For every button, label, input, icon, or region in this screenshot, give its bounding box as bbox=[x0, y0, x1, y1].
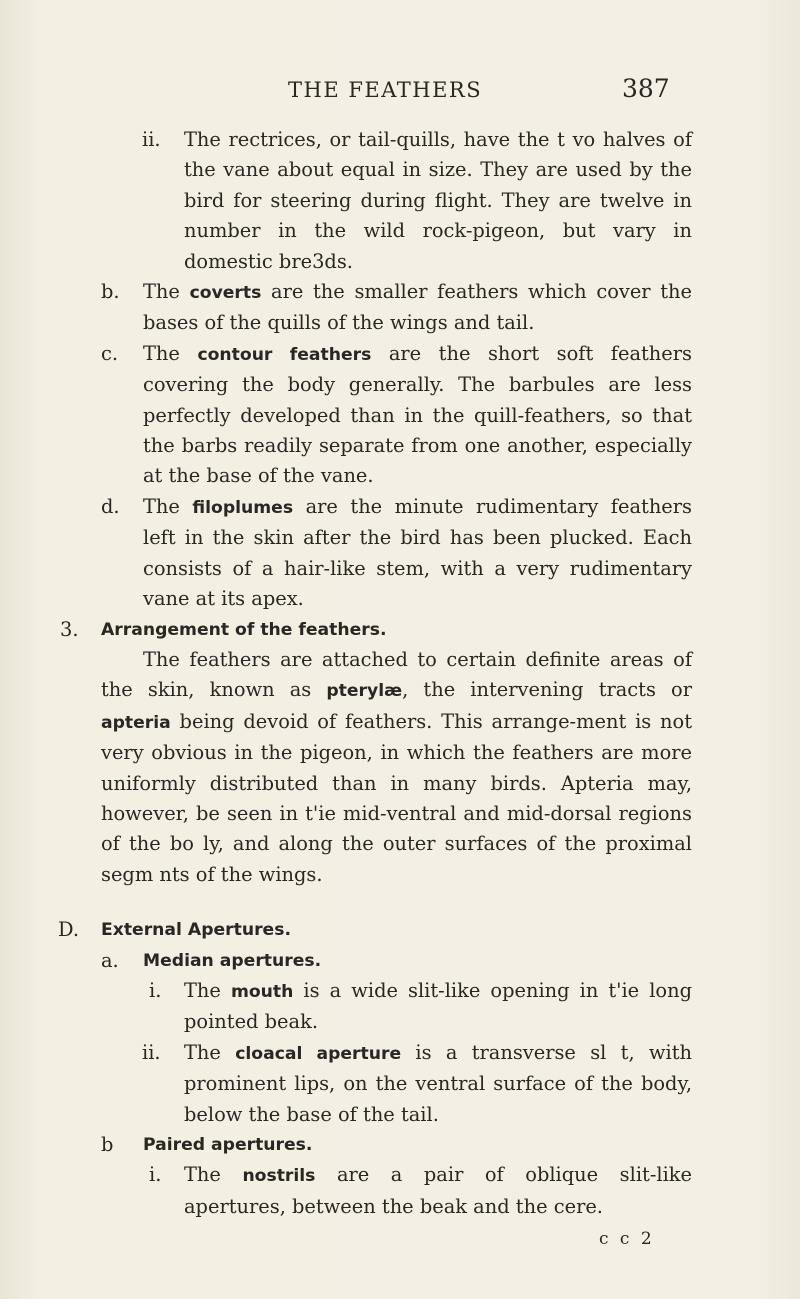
section-heading: Arrangement of the feathers. bbox=[101, 619, 387, 640]
item-text bbox=[143, 492, 692, 615]
item-label: b. bbox=[101, 280, 120, 304]
item-text-post: are the smaller feathers which cover the bases of the quills of the wings and tail. bbox=[143, 280, 692, 335]
term-filoplumes: filoplumes bbox=[192, 497, 294, 518]
item-text bbox=[184, 1160, 692, 1222]
item-label: b bbox=[101, 1133, 114, 1156]
item-text-pre: The bbox=[184, 1163, 243, 1187]
item-text-pre: The bbox=[184, 1040, 236, 1064]
item-label: ii. bbox=[142, 1040, 161, 1064]
item-text bbox=[184, 1038, 692, 1130]
item-label: c. bbox=[101, 341, 119, 365]
item-label: ii. bbox=[142, 128, 161, 151]
list-item-contour-feathers bbox=[0, 339, 800, 492]
section-letter: D. bbox=[58, 918, 80, 942]
term-pterylae: pterylæ bbox=[326, 681, 403, 702]
term-cloacal-aperture: cloacal aperture bbox=[235, 1043, 402, 1064]
paragraph-part-2: , the intervening tracts or bbox=[402, 678, 692, 702]
item-text-pre: The bbox=[184, 978, 231, 1002]
subheading: Paired apertures. bbox=[143, 1135, 313, 1155]
section-number: 3. bbox=[60, 617, 79, 641]
page-header bbox=[0, 74, 800, 108]
item-text bbox=[143, 339, 692, 492]
item-text-post: are the short soft feathers covering the body generally. The barbules are less perfectly developed than in the quill-feathers, so that the barbs readily separate from one another, especially at the base of the vane. bbox=[143, 341, 692, 488]
paragraph-part-3: being devoid of feathers. This arrange-ment is not very obvious in the pigeon, in which the feathers are more uniformly distributed than in many birds. Apteria may, however, be seen in t'ie mid-ventral and mid-dorsal regions of the bo ly, and along the outer surfaces of the proximal segm nts of the wings. bbox=[101, 709, 692, 886]
item-label: d. bbox=[101, 494, 120, 518]
section-heading-external-apertures bbox=[0, 915, 800, 945]
paragraph-text bbox=[101, 645, 692, 890]
page-number: 387 bbox=[622, 74, 670, 103]
section-heading: External Apertures. bbox=[101, 920, 291, 941]
page-body bbox=[0, 125, 800, 1222]
item-text-post: is a wide slit-like opening in t'ie long pointed beak. bbox=[184, 978, 692, 1034]
paragraph-arrangement bbox=[0, 645, 800, 890]
list-item-coverts bbox=[0, 277, 800, 339]
list-item-mouth bbox=[0, 976, 800, 1038]
subheading: Median apertures. bbox=[143, 950, 322, 971]
item-text-pre: The bbox=[143, 494, 193, 518]
item-label: i. bbox=[149, 1163, 162, 1187]
item-label: i. bbox=[149, 978, 162, 1002]
subheading-paired-apertures bbox=[0, 1130, 800, 1160]
term-nostrils: nostrils bbox=[242, 1166, 316, 1187]
list-item-cloacal-aperture bbox=[0, 1038, 800, 1130]
item-text bbox=[184, 976, 692, 1038]
list-item-rectrices bbox=[0, 125, 800, 277]
term-contour-feathers: contour feathers bbox=[197, 344, 372, 365]
item-text-pre: The bbox=[143, 280, 190, 304]
paragraph-part-1: The feathers are attached to certain definite areas of the skin, known as bbox=[101, 647, 692, 702]
item-label: a. bbox=[101, 948, 119, 972]
running-title: THE FEATHERS bbox=[288, 78, 483, 102]
list-item-nostrils bbox=[0, 1160, 800, 1222]
item-text bbox=[184, 125, 692, 277]
term-coverts: coverts bbox=[189, 283, 262, 304]
item-text-post: is a transverse sl t, with prominent lips, on the ventral surface of the body, below the base of the tail. bbox=[184, 1040, 692, 1126]
item-text-pre: The bbox=[143, 341, 198, 365]
section-heading-arrangement bbox=[0, 615, 800, 645]
item-text-body: The rectrices, or tail-quills, have the t vo halves of the vane about equal in size. They are used by the bird for steering during flight. They are twelve in number in the wild rock-pigeon, but vary in domestic bre3ds. bbox=[184, 128, 692, 273]
item-text-post: are the minute rudimentary feathers left in the skin after the bird has been plucked. Each consists of a hair-like stem, with a very rudimentary vane at its apex. bbox=[143, 494, 692, 611]
subheading-median-apertures bbox=[0, 946, 800, 976]
term-mouth: mouth bbox=[230, 981, 294, 1002]
item-text-post: are a pair of oblique slit-like apertures, between the beak and the cere. bbox=[184, 1163, 692, 1218]
term-apteria: apteria bbox=[101, 712, 171, 733]
list-item-filoplumes bbox=[0, 492, 800, 615]
signature-mark: c c 2 bbox=[599, 1229, 655, 1249]
item-text bbox=[143, 277, 692, 339]
